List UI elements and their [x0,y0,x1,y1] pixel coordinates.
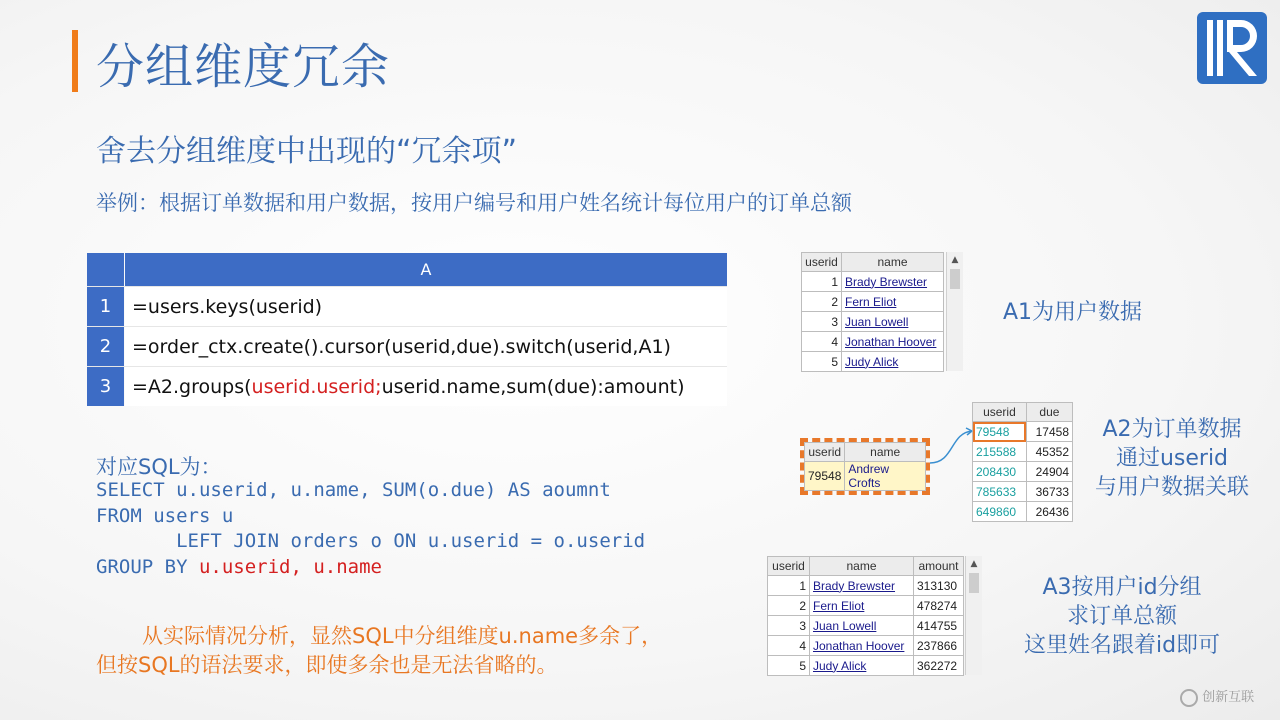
caption-a3 [1006,573,1238,660]
caption-line: 与用户数据关联 [1094,475,1249,500]
cell-userid-ref[interactable]: 785633 [973,482,1027,502]
table-row[interactable] [805,462,926,491]
table-row[interactable] [973,462,1073,482]
column-header: userid [805,443,845,462]
scroll-up-icon[interactable]: ▲ [951,255,959,265]
sql-code [96,478,645,580]
watermark-logo-icon [1180,689,1198,707]
table-row[interactable] [973,422,1073,442]
cell-due: 45352 [1026,442,1072,462]
caption-a1: A1为用户数据 [1003,300,1143,325]
popup-table [804,442,926,491]
sql-line [96,555,645,581]
table-row[interactable] [768,576,964,596]
cell-due: 26436 [1026,502,1072,522]
cell-amount: 313130 [914,576,964,596]
cell-userid: 2 [802,292,842,312]
example-text: 举例：根据订单数据和用户数据，按用户编号和用户姓名统计每位用户的订单总额 [96,191,852,215]
code-cell-a1[interactable]: =users.keys(userid) [125,287,727,326]
table-row[interactable] [802,272,944,292]
referenced-record-popup [800,438,930,495]
column-header: name [845,443,926,462]
slide-title: 分组维度冗余 [96,39,391,95]
note-line: 从实际情况分析，显然SQL中分组维度u.name多余了， [142,624,663,648]
code-grid [87,253,727,406]
scroll-up-icon[interactable]: ▲ [970,559,978,569]
sql-highlight: u.userid, u.name [198,555,382,578]
cell-userid-ref[interactable]: 215588 [973,442,1027,462]
cell-userid: 2 [768,596,810,616]
cell-name-link[interactable]: Juan Lowell [810,616,914,636]
table-row[interactable] [802,352,944,372]
sql-line: LEFT JOIN orders o ON u.userid = o.userid [96,530,646,552]
cell-amount: 478274 [914,596,964,616]
cell-amount: 237866 [914,636,964,656]
cell-due: 17458 [1026,422,1072,442]
table-row[interactable] [802,332,944,352]
grid-row [87,366,727,406]
cell-userid-ref[interactable]: 208430 [973,462,1027,482]
vertical-scrollbar[interactable] [946,252,963,371]
column-header: due [1026,403,1072,422]
table-row[interactable] [973,502,1073,522]
groups-table-panel [767,556,978,676]
column-header: userid [973,403,1027,422]
column-header: amount [914,557,964,576]
table-row[interactable] [973,482,1073,502]
cell-name: Andrew Crofts [845,462,926,491]
caption-line: 这里姓名跟着id即可 [1023,633,1221,658]
table-row[interactable] [802,312,944,332]
note-line: 但按SQL的语法要求，即使多余也是无法省略的。 [96,653,558,677]
link-arrow-icon [924,425,976,470]
column-header: name [842,253,944,272]
cell-userid: 4 [802,332,842,352]
grid-row [87,286,727,326]
cell-userid-ref[interactable]: 79548 [973,422,1027,442]
runqian-logo-icon [1197,12,1267,84]
cell-name-link[interactable]: Judy Alick [810,656,914,676]
caption-line: A2为订单数据 [1102,417,1242,442]
table-row[interactable] [802,292,944,312]
column-header-a[interactable]: A [125,253,727,286]
cell-due: 36733 [1026,482,1072,502]
table-row[interactable] [768,596,964,616]
caption-line: 求订单总额 [1066,604,1177,629]
code-part: =A2.groups( [132,375,252,398]
users-table [801,252,944,372]
cell-userid-ref[interactable]: 649860 [973,502,1027,522]
watermark [1180,686,1254,707]
table-row[interactable] [768,616,964,636]
cell-amount: 362272 [914,656,964,676]
cell-userid: 4 [768,636,810,656]
groups-table [767,556,964,676]
grid-corner [87,253,124,286]
cell-name-link[interactable]: Brady Brewster [842,272,944,292]
code-cell-a2[interactable]: =order_ctx.create().cursor(userid,due).switch(userid,A1) [125,327,727,366]
grid-row [87,326,727,366]
cell-name-link[interactable]: Fern Eliot [842,292,944,312]
cell-userid: 5 [802,352,842,372]
analysis-note [96,622,736,680]
caption-line: A3按用户id分组 [1042,575,1202,600]
sql-label: 对应SQL为： [96,455,222,479]
caption-a2 [1086,415,1258,502]
column-header: userid [768,557,810,576]
sql-line: FROM users u [96,504,234,527]
code-part: userid.name,sum(due):amount) [381,375,685,398]
cell-userid: 3 [768,616,810,636]
cell-amount: 414755 [914,616,964,636]
cell-userid: 1 [768,576,810,596]
orders-table [972,402,1073,522]
slide-subtitle: 舍去分组维度中出现的“冗余项” [96,134,518,169]
row-number[interactable]: 1 [87,287,124,326]
cell-name-link[interactable]: Fern Eliot [810,596,914,616]
cell-name-link[interactable]: Judy Alick [842,352,944,372]
scrollbar-thumb[interactable] [950,269,960,289]
sql-keyword: GROUP BY [96,555,199,578]
table-row[interactable] [973,442,1073,462]
column-header: userid [802,253,842,272]
code-cell-a3[interactable] [125,367,727,406]
cell-name-link[interactable]: Jonathan Hoover [810,636,914,656]
cell-userid: 3 [802,312,842,332]
orders-table-panel [972,402,1073,522]
cell-userid: 5 [768,656,810,676]
cell-name-link[interactable]: Jonathan Hoover [842,332,944,352]
caption-line: 通过userid [1115,446,1229,471]
cell-userid: 1 [802,272,842,292]
code-highlight: userid.userid; [251,375,382,398]
users-table-panel [801,252,959,372]
row-number[interactable]: 3 [87,367,124,406]
cell-name-link[interactable]: Brady Brewster [810,576,914,596]
sql-line: SELECT u.userid, u.name, SUM(o.due) AS aoumnt [96,479,611,501]
table-row[interactable] [768,636,964,656]
scrollbar-thumb[interactable] [969,573,979,593]
title-accent-bar [72,30,78,92]
cell-due: 24904 [1026,462,1072,482]
row-number[interactable]: 2 [87,327,124,366]
table-row[interactable] [768,656,964,676]
column-header: name [810,557,914,576]
watermark-text: 创新互联 [1202,690,1255,705]
cell-userid: 79548 [805,462,845,491]
cell-name-link[interactable]: Juan Lowell [842,312,944,332]
vertical-scrollbar[interactable] [965,556,982,675]
